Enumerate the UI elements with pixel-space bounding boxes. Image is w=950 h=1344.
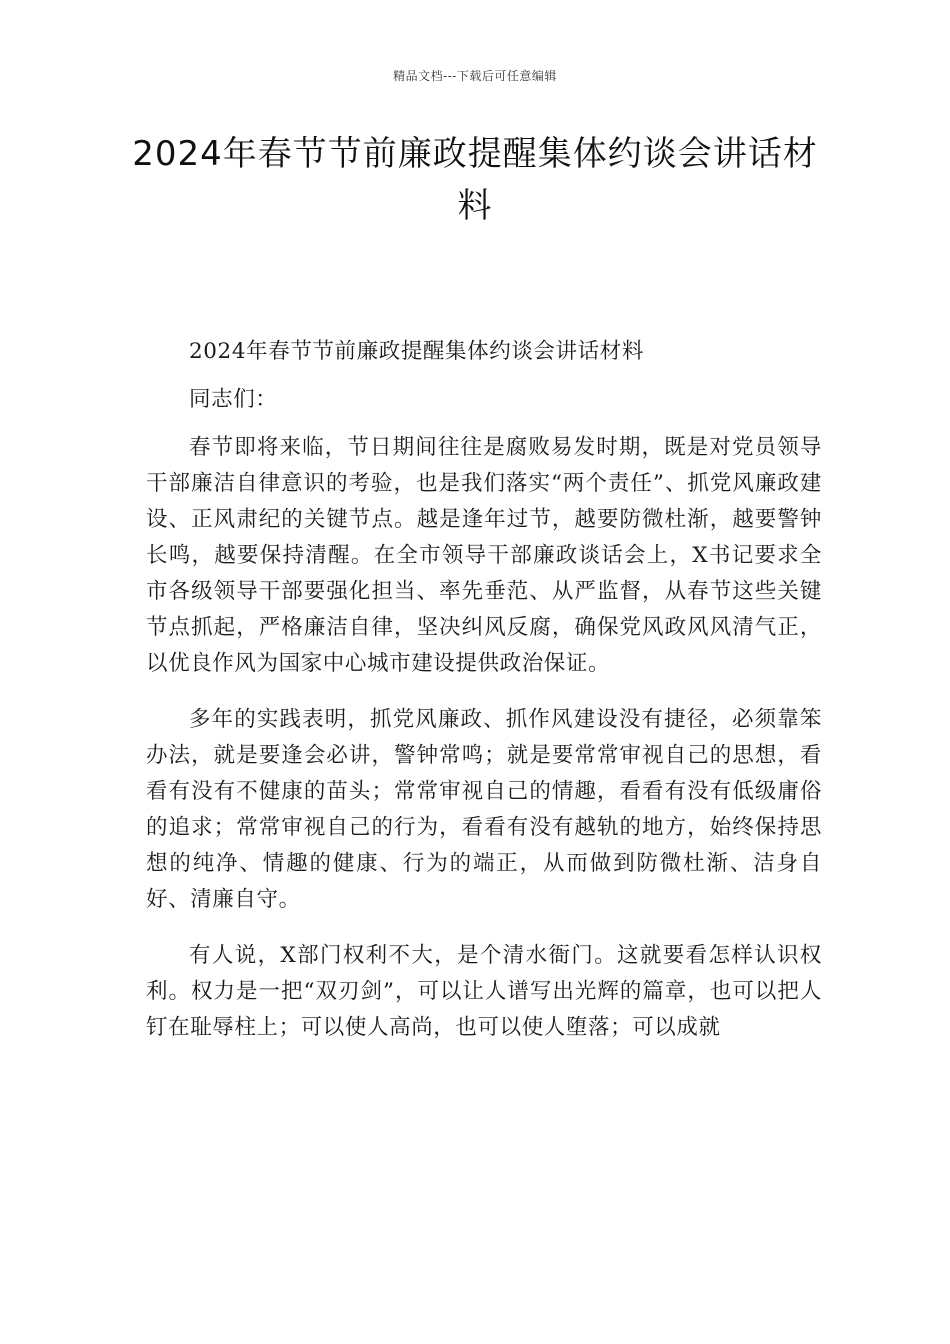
document-body <box>146 334 822 1066</box>
header-note: 精品文档---下载后可任意编辑 <box>393 69 557 83</box>
salutation: 同志们： <box>189 387 278 412</box>
subtitle-line: 2024年春节节前廉政提醒集体约谈会讲话材料 <box>189 339 644 364</box>
paragraph-2: 多年的实践表明，抓党风廉政、抓作风建设没有捷径，必须靠笨办法，就是要逢会必讲，警钟常鸣；就是要常常审视自己的思想，看看有没有不健康的苗头；常常审视自己的情趣，看看有没有低级庸俗的追求；常常审视自己的行为，看看有没有越轨的地方，始终保持思想的纯净、情趣的健康、行为的端正，从而做到防微杜渐、洁身自好、清廉自守。 <box>146 707 822 912</box>
paragraph-3: 有人说，X部门权利不大，是个清水衙门。这就要看怎样认识权利。权力是一把“双刃剑”，可以让人谱写出光辉的篇章，也可以把人钉在耻辱柱上；可以使人高尚，也可以使人堕落；可以成就 <box>146 943 822 1040</box>
paragraph-1: 春节即将来临，节日期间往往是腐败易发时期，既是对党员领导干部廉洁自律意识的考验，也是我们落实“两个责任”、抓党风廉政建设、正风肃纪的关键节点。越是逢年过节，越要防微杜渐，越要警钟长鸣，越要保持清醒。在全市领导干部廉政谈话会上，X书记要求全市各级领导干部要强化担当、率先垂范、从严监督，从春节这些关键节点抓起，严格廉洁自律，坚决纠风反腐，确保党风政风风清气正，以优良作风为国家中心城市建设提供政治保证。 <box>146 435 822 676</box>
page-title: 2024年春节节前廉政提醒集体约谈会讲话材料 <box>132 134 818 226</box>
